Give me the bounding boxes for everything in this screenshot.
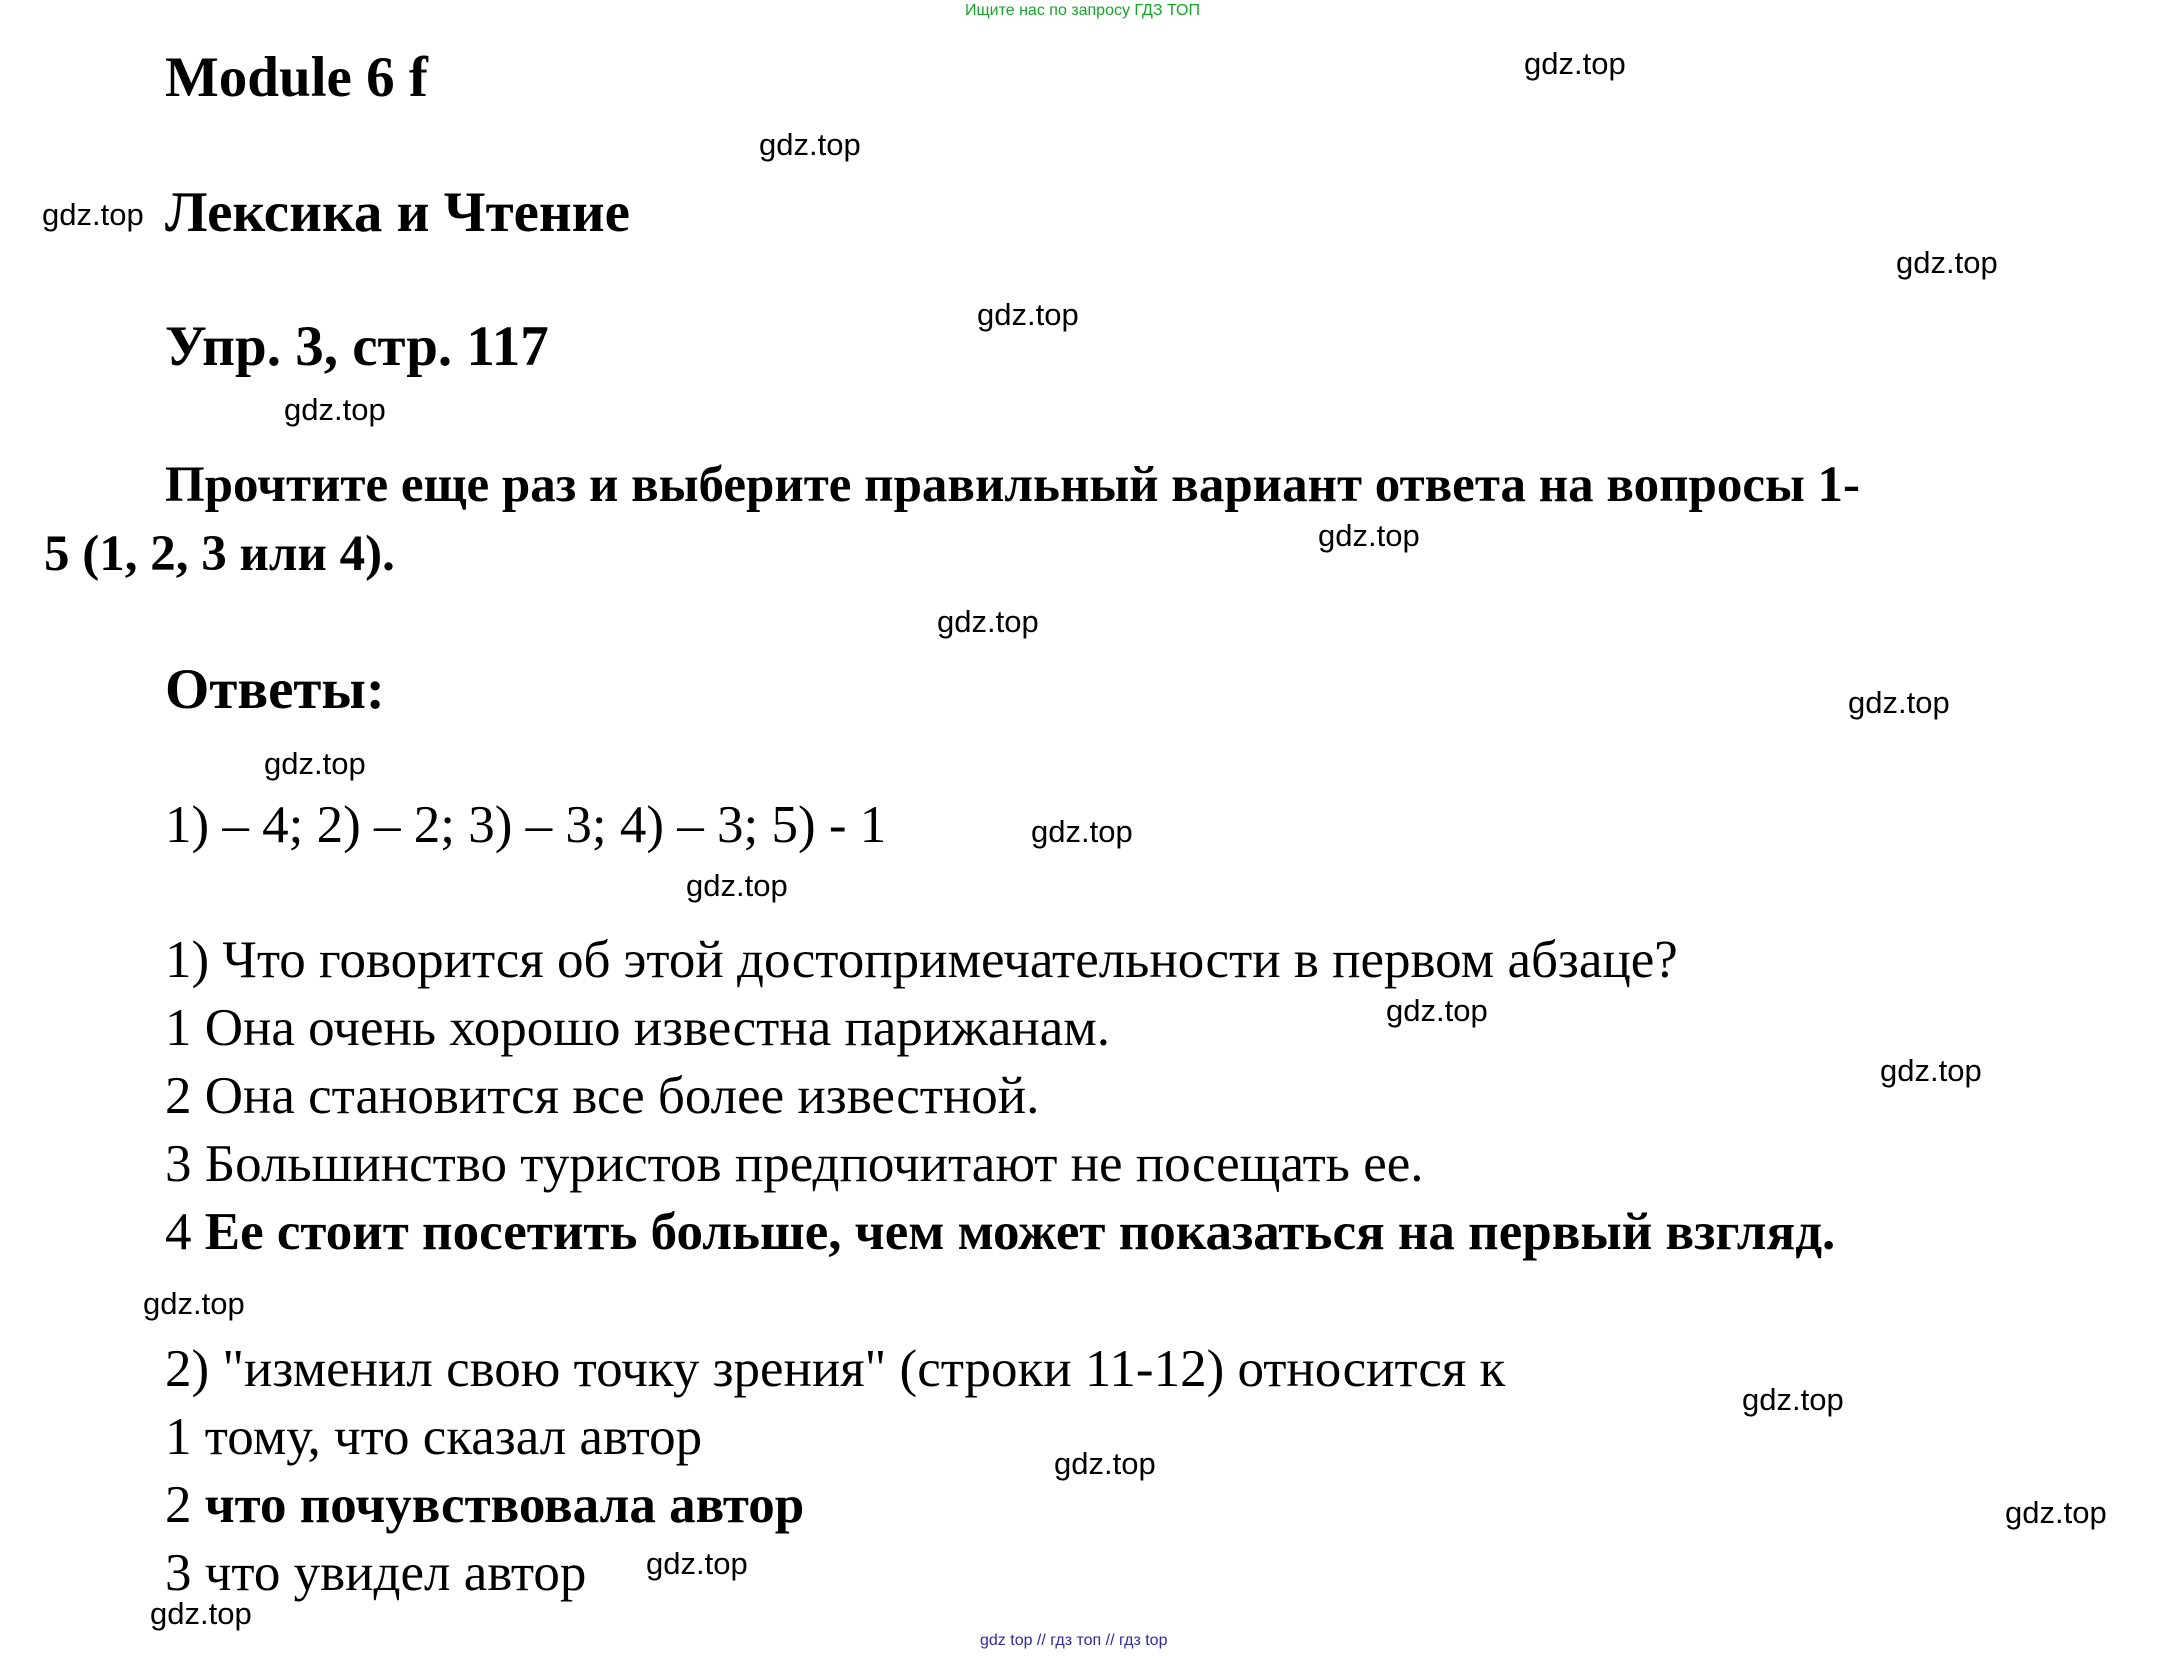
task-instruction-line-2: 5 (1, 2, 3 или 4). — [44, 526, 395, 582]
option-number: 2 — [165, 1476, 192, 1534]
watermark: gdz.top — [1386, 993, 1488, 1028]
watermark: gdz.top — [2005, 1495, 2107, 1530]
watermark: gdz.top — [1524, 46, 1626, 81]
watermark: gdz.top — [143, 1286, 245, 1321]
option-text: что увидел автор — [204, 1544, 587, 1602]
watermark: gdz.top — [1896, 245, 1998, 280]
module-title: Module 6 f — [165, 46, 428, 109]
watermark: gdz.top — [646, 1546, 748, 1581]
question-1-option-2 — [165, 1066, 1039, 1126]
question-2: 2) "изменил свою точку зрения" (строки 11-12) относится к — [165, 1340, 1506, 1398]
option-text: Она становится все более известной. — [204, 1067, 1040, 1125]
question-1-option-4-correct — [165, 1202, 1835, 1262]
task-instruction-line-1: Прочтите еще раз и выберите правильный вариант ответа на вопросы 1- — [165, 457, 1861, 513]
watermark: gdz.top — [284, 392, 386, 427]
watermark: gdz.top — [1880, 1053, 1982, 1088]
question-1-option-1 — [165, 998, 1110, 1058]
option-number: 1 — [165, 999, 192, 1057]
watermark: gdz.top — [1742, 1382, 1844, 1417]
option-number: 3 — [165, 1544, 192, 1602]
watermark: gdz.top — [937, 604, 1039, 639]
exercise-reference: Упр. 3, стр. 117 — [165, 315, 549, 378]
answers-heading: Ответы: — [165, 658, 385, 721]
section-title: Лексика и Чтение — [165, 181, 630, 244]
watermark: gdz.top — [1031, 814, 1133, 849]
option-text: Большинство туристов предпочитают не посещать ее. — [204, 1135, 1424, 1193]
footer-links: gdz top // гдз топ // гдз top — [980, 1632, 1168, 1649]
question-2-option-2-correct — [165, 1475, 804, 1535]
watermark: gdz.top — [42, 197, 144, 232]
watermark: gdz.top — [1054, 1446, 1156, 1481]
question-2-option-1 — [165, 1407, 702, 1467]
question-2-option-3 — [165, 1543, 586, 1603]
option-text-correct: Ее стоит посетить больше, чем может показаться на первый взгляд. — [204, 1203, 1836, 1261]
option-number: 3 — [165, 1135, 192, 1193]
option-number: 4 — [165, 1203, 192, 1261]
top-banner: Ищите нас по запросу ГДЗ ТОП — [965, 2, 1200, 19]
option-text: Она очень хорошо известна парижанам. — [204, 999, 1111, 1057]
watermark: gdz.top — [150, 1596, 252, 1631]
watermark: gdz.top — [1848, 685, 1950, 720]
watermark: gdz.top — [1318, 518, 1420, 553]
watermark: gdz.top — [686, 868, 788, 903]
option-text: тому, что сказал автор — [204, 1408, 703, 1466]
watermark: gdz.top — [264, 746, 366, 781]
answers-summary: 1) – 4; 2) – 2; 3) – 3; 4) – 3; 5) - 1 — [165, 796, 887, 854]
watermark: gdz.top — [759, 127, 861, 162]
question-1: 1) Что говорится об этой достопримечательности в первом абзаце? — [165, 931, 1678, 989]
option-text-correct: что почувствовала автор — [204, 1476, 805, 1534]
option-number: 2 — [165, 1067, 192, 1125]
option-number: 1 — [165, 1408, 192, 1466]
watermark: gdz.top — [977, 297, 1079, 332]
question-1-option-3 — [165, 1134, 1424, 1194]
